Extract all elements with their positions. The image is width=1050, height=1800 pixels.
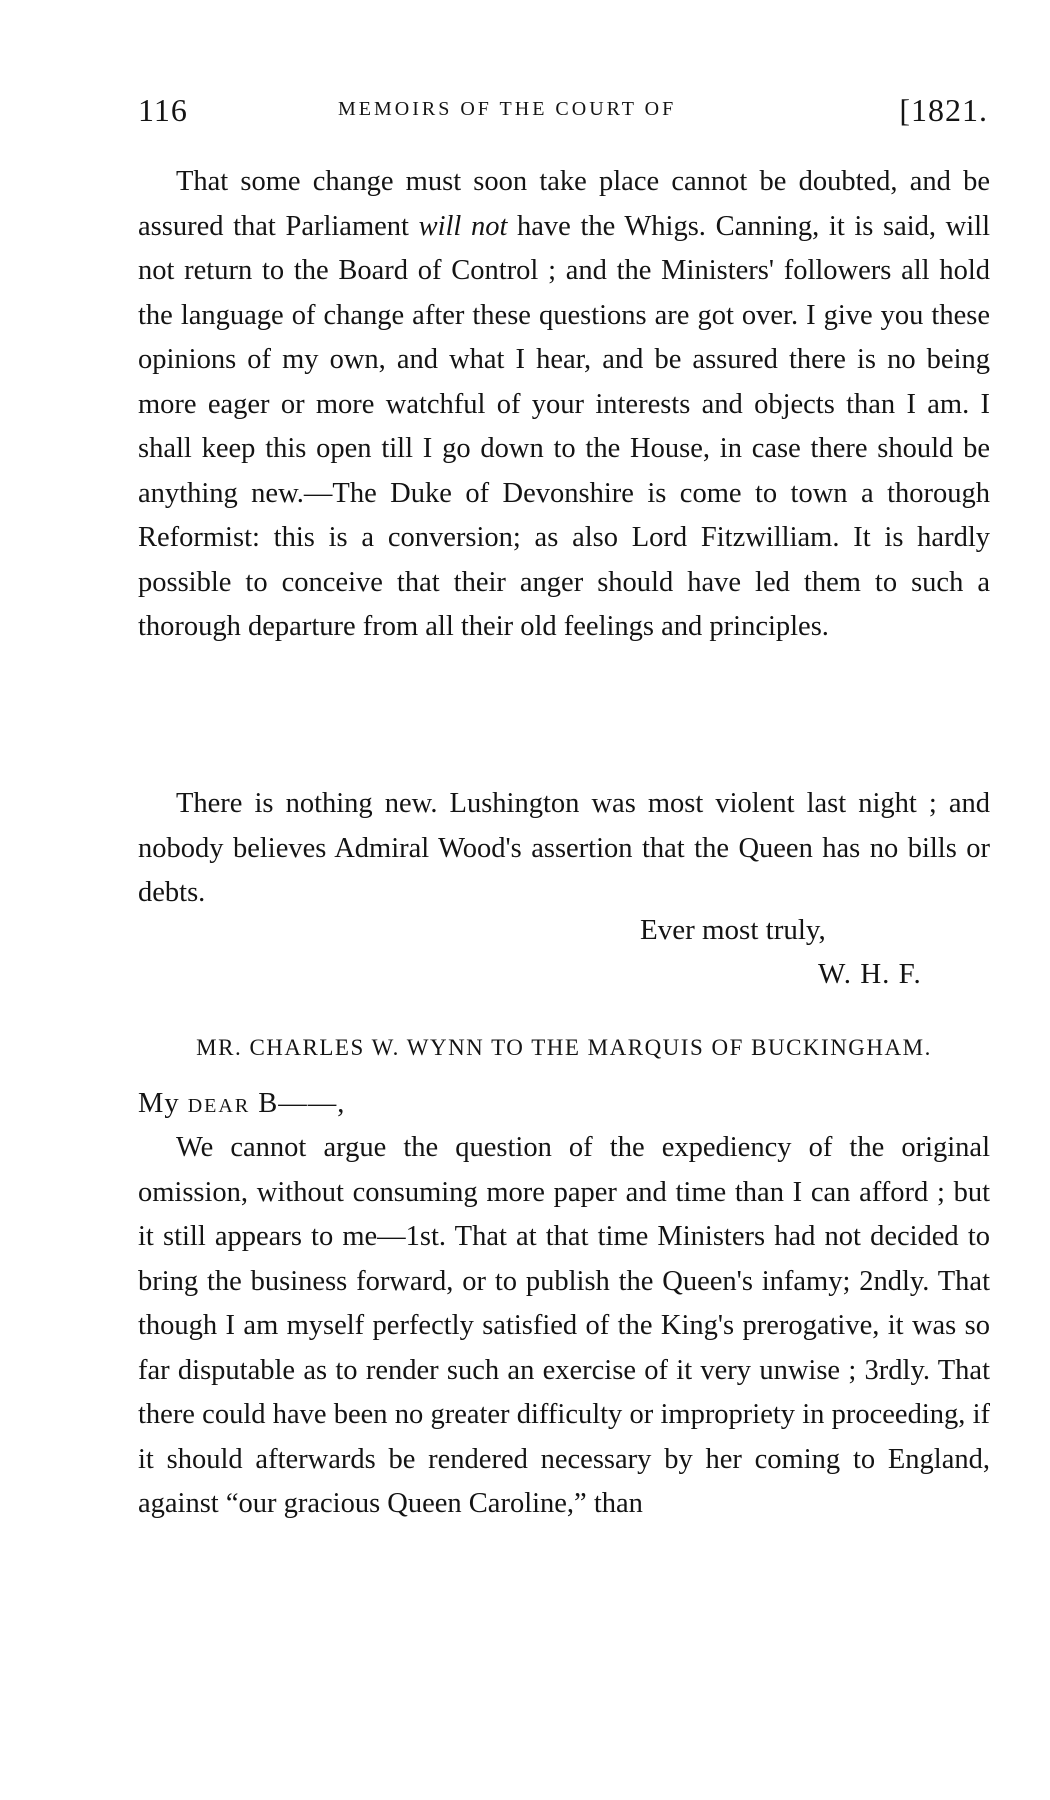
paragraph-text <box>138 160 990 650</box>
salutation <box>138 1088 345 1120</box>
paragraph-text: We cannot argue the question of the expediency of the original omission, without consuming more paper and time than I can afford ; but it still appears to me—1st. That at that time Ministers had not decided to bring the business forward, or to publish the Queen's infamy; 2ndly. That though I am myself perfectly satisfied of the King's prerogative, it was so far disputable as to render such an exercise of it very unwise ; 3rdly. That there could have been no greater difficulty or impropriety in proceeding, if it should afterwards be rendered necessary by her coming to England, against “our gracious Queen Caroline,” than <box>138 1132 990 1519</box>
emphasis-text: will not <box>418 210 508 242</box>
text-run: have the Whigs. Canning, it is said, will not return to the Board of Control ; and the Ministers' followers all hold the language of change after these questions are got over. I give you these opinions of my own, and what I hear, and be assured there is no being more eager or more watchful of your interests and objects than I am. I shall keep this open till I go down to the House, in case there should be anything new.—The Duke of Devonshire is come to town a thorough Reformist: this is a conversion; as also Lord Fitzwilliam. It is hardly possible to conceive that their anger should have led them to such a thorough departure from all their old feelings and principles. <box>138 210 991 642</box>
letter2-paragraph-1 <box>138 1126 990 1527</box>
salutation-name: B——, <box>250 1088 346 1119</box>
paragraph-text: There is nothing new. Lushington was most violent last night ; and nobody believes Admiral Wood's assertion that the Queen has no bills or debts. <box>138 788 990 908</box>
letter-heading: MR. CHARLES W. WYNN TO THE MARQUIS OF BUCKINGHAM. <box>196 1035 932 1060</box>
letter-paragraph-2 <box>138 782 990 916</box>
running-title: MEMOIRS OF THE COURT OF <box>338 98 677 120</box>
salutation-dear: DEAR <box>187 1095 251 1117</box>
letter-closing: Ever most truly, <box>640 914 826 946</box>
text-run: That some change must soon take place cannot be doubted, and be assured that Parliament <box>138 166 990 242</box>
letter-signature: W. H. F. <box>818 958 922 990</box>
running-year: [1821. <box>899 92 988 128</box>
running-head <box>138 92 988 136</box>
page-number: 116 <box>138 92 188 128</box>
letter-paragraph-1 <box>138 160 990 650</box>
salutation-my: My <box>138 1088 188 1119</box>
